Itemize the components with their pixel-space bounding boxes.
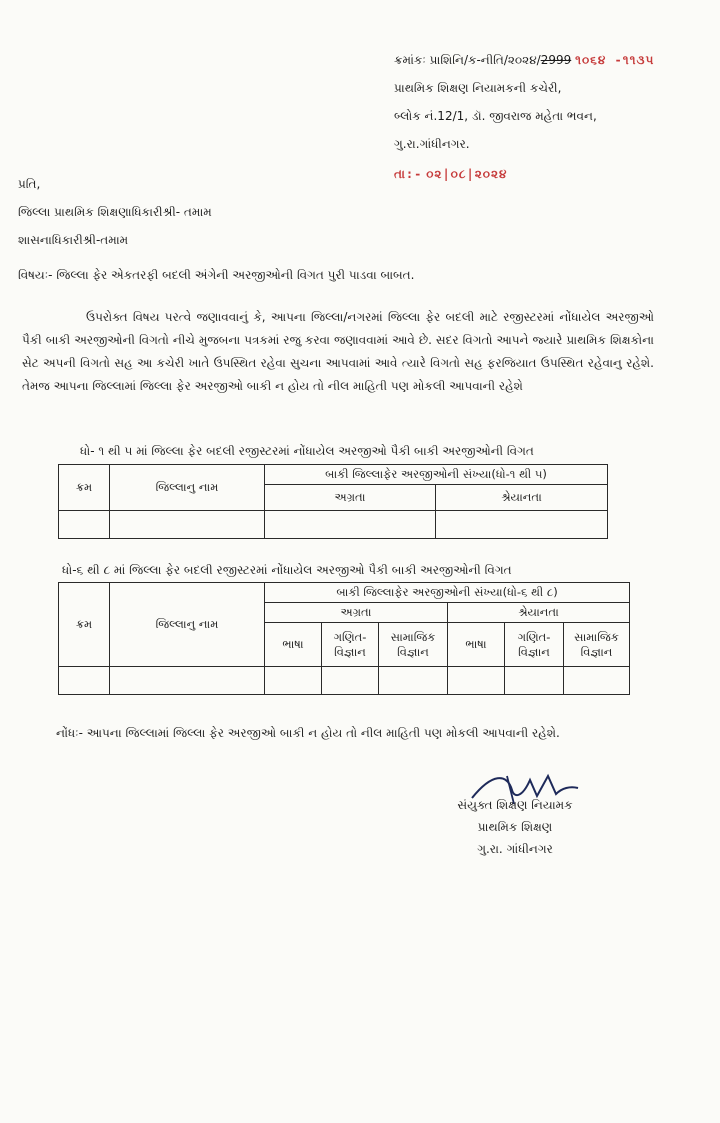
table2-subject-social-science: સામાજિક વિજ્ઞાન	[379, 623, 448, 667]
note-text: નોંધઃ- આપના જિલ્લામાં જિલ્લા ફેર અરજીઓ બાકી ન હોય તો નીલ માહિતી પણ મોકલી આપવાની રહેશે.	[56, 726, 560, 740]
table2-subject-language-2: ભાષા	[448, 623, 505, 667]
table-std1-5	[58, 464, 608, 539]
table1-caption: ધો- ૧ થી ૫ માં જિલ્લા ફેર બદલી રજીસ્ટરમાં નોંધાયેલ અરજીઓ પૈકી બાકી અરજીઓની વિગત	[80, 444, 534, 458]
table-row	[59, 667, 630, 695]
signatory-place: ગુ.રા. ગાંધીનગર	[477, 842, 553, 856]
table-row	[59, 511, 608, 539]
letter-header	[394, 46, 714, 188]
table2-caption: ધો-૬ થી ૮ માં જિલ્લા ફેર બદલી રજીસ્ટરમાં નોંધાયેલ અરજીઓ પૈકી બાકી અરજીઓની વિગત	[62, 563, 512, 577]
addressee-line2: શાસનાધિકારીશ્રી-તમામ	[18, 233, 129, 247]
table2-col-seniority: શ્રેયાનતા	[448, 603, 630, 623]
handwritten-reference: ૧૦૬૪ -૧૧૩૫	[575, 53, 655, 67]
table1-col-seniority: શ્રેયાનતા	[436, 485, 608, 511]
body-paragraph: ઉપરોક્ત વિષય પરત્વે જણાવવાનું કે, આપના જિલ્લા/નગરમાં જિલ્લા ફેર બદલી માટે રજીસ્ટરમાં નોંધાયેલ અરજીઓ પૈકી બાકી અરજીઓની વિગતો નીચે મુજબના પત્રકમાં રજુ કરવા જણાવવામાં આવે છે. સદર વિગતો આપને જ્યારે પ્રાથમિક શિક્ષકોના સેટ અપની વિગતો સહ આ કચેરી ખાતે ઉપસ્થિત રહેવા સુચના આપવામાં આવે ત્યારે વિગતો સહ ફરજિયાત ઉપસ્થિત રહેવાનુ રહેશે. તેમજ આપના જિલ્લામાં જિલ્લા ફેર અરજીઓ બાકી ન હોય તો નીલ માહિતી પણ મોકલી આપવાની રહેશે	[22, 310, 654, 393]
table1-col-district: જિલ્લાનુ નામ	[110, 465, 265, 511]
table1-col-priority: અગ્રતા	[265, 485, 436, 511]
office-address: બ્લોક નં.12/1, ડૉ. જીવરાજ મહેતા ભવન,	[394, 109, 597, 123]
table2-subject-social-science-2: સામાજિક વિજ્ઞાન	[564, 623, 630, 667]
table2-col-priority: અગ્રતા	[265, 603, 448, 623]
table2-col-district: જિલ્લાનુ નામ	[110, 583, 265, 667]
table2-col-group: બાકી જિલ્લાફેર અરજીઓની સંખ્યા(ધો-૬ થી ૮)	[265, 583, 630, 603]
table1-col-serial: ક્રમ	[59, 465, 110, 511]
addressee-line1: જિલ્લા પ્રાથમિક શિક્ષણાધિકારીશ્રી- તમામ	[18, 205, 212, 219]
reference-number: ક્રમાંકઃ પ્રાશિનિ/ક-નીતિ/૨૦૨૪/2999 ૧૦૬૪ -૧૧૩૫	[394, 53, 655, 67]
struck-reference: 2999	[540, 53, 572, 67]
table2-subject-math-science-2: ગણિત-વિજ્ઞાન	[505, 623, 564, 667]
addressee-block	[18, 170, 212, 254]
office-name: પ્રાથમિક શિક્ષણ નિયામકની કચેરી,	[394, 81, 562, 95]
office-city: ગુ.રા.ગાંધીનગર.	[394, 137, 470, 151]
table2-subject-language: ભાષા	[265, 623, 322, 667]
signatory-dept: પ્રાથમિક શિક્ષણ	[477, 820, 553, 834]
signatory-title: સંયુક્ત શિક્ષણ નિયામક	[457, 798, 573, 812]
signatory-block	[450, 794, 580, 860]
letter-date: તા:- ૦૨|૦૮|૨૦૨૪	[394, 167, 508, 181]
table2-subject-math-science: ગણિત-વિજ્ઞાન	[322, 623, 379, 667]
addressee-to: પ્રતિ,	[18, 177, 41, 191]
table-std6-8	[58, 582, 630, 695]
subject-line: વિષયઃ- જિલ્લા ફેર એકતરફી બદલી અંગેની અરજીઓની વિગત પુરી પાડવા બાબત.	[18, 268, 415, 282]
table1-col-group: બાકી જિલ્લાફેર અરજીઓની સંખ્યા(ધો-૧ થી ૫)	[265, 465, 608, 485]
table2-col-serial: ક્રમ	[59, 583, 110, 667]
